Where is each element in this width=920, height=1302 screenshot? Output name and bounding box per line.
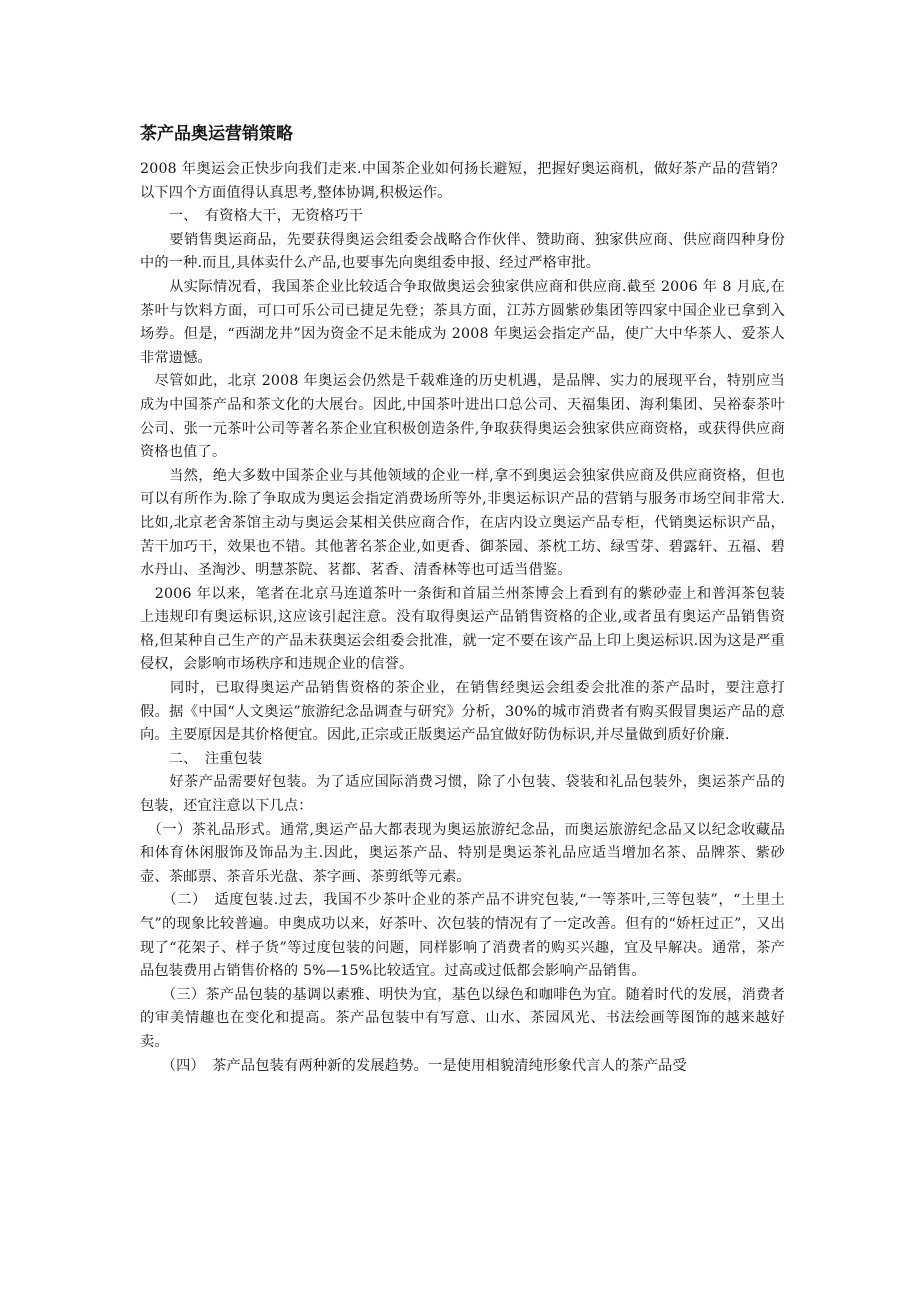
paragraph: （二） 适度包装.过去，我国不少茶叶企业的茶产品不讲究包装,“一等茶叶,三等包装”，“土里土气”的现象比较普遍。申奥成功以来，好茶叶、次包装的情况有了一定改善。但有的“娇枉过正”，又出现了“花架子、样子货”等过度包装的问题，同样影响了消费者的购买兴趣，宜及早解决。通常，茶产品包装费用占销售价格的 5%—15%比较适宜。过高或过低都会影响产品销售。 [140,892,785,980]
paragraph: 2006 年以来，笔者在北京马连道茶叶一条街和首届兰州茶博会上看到有的紫砂壶上和普洱茶包装上违规印有奥运标识,这应该引起注意。没有取得奥运产品销售资格的企业,或者虽有奥运产品销售资格,但某种自己生产的产品未获奥运会组委会批准，就一定不要在该产品上印上奥运标识.因为这是严重侵权，会影响市场秩序和违规企业的信誉。 [140,585,785,673]
section-heading: 二、 注重包装 [140,750,263,767]
document-title: 茶产品奥运营销策略 [140,124,293,144]
paragraph: 2008 年奥运会正快步向我们走来.中国茶企业如何扬长避短，把握好奥运商机，做好茶产品的营销？以下四个方面值得认真思考,整体协调,积极运作。 [140,161,785,201]
paragraph: 要销售奥运商品，先要获得奥运会组委会战略合作伙伴、赞助商、独家供应商、供应商四种身份中的一种.而且,具体卖什么产品,也要事先向奥组委申报、经过严格审批。 [140,231,785,272]
paragraph: 从实际情况看，我国茶企业比较适合争取做奥运会独家供应商和供应商.截至 2006 年 8 月底,在茶叶与饮料方面，可口可乐公司已捷足先登；茶具方面，江苏方圆紫砂集团等四家中国企业已拿到入场券。但是，“西湖龙井”因为资金不足未能成为 2008 年奥运会指定产品，使广大中华茶人、爱茶人非常遗憾。 [140,278,785,366]
paragraph: 当然，绝大多数中国茶企业与其他领域的企业一样,拿不到奥运会独家供应商及供应商资格，但也可以有所作为.除了争取成为奥运会指定消费场所等外,非奥运标识产品的营销与服务市场空间非常大.比如,北京老舍茶馆主动与奥运会某相关供应商合作，在店内设立奥运产品专柜，代销奥运标识产品，苦干加巧干，效果也不错。其他著名茶企业,如更香、御茶园、茶枕工坊、绿雪芽、碧露轩、五福、碧水丹山、圣淘沙、明慧茶院、茗都、茗香、清香林等也可适当借鉴。 [140,467,785,579]
paragraph: （一）茶礼品形式。通常,奥运产品大都表现为奥运旅游纪念品，而奥运旅游纪念品又以纪念收藏品和体育休闲服饰及饰品为主.因此，奥运茶产品、特别是奥运茶礼品应适当增加名茶、品牌茶、紫砂壶、茶邮票、茶音乐光盘、茶字画、茶剪纸等元素。 [140,821,785,885]
document-page [140,120,785,1078]
paragraph: 好茶产品需要好包装。为了适应国际消费习惯，除了小包装、袋装和礼品包装外，奥运茶产品的包装，还宜注意以下几点： [140,774,785,815]
paragraph: （四） 茶产品包装有两种新的发展趋势。一是使用相貌清纯形象代言人的茶产品受 [140,1057,687,1074]
paragraph: 同时，已取得奥运产品销售资格的茶企业，在销售经奥运会组委会批准的茶产品时，要注意打假。据《中国“人文奥运”旅游纪念品调查与研究》分析，30%的城市消费者有购买假冒奥运产品的意向。主要原因是其价格便宜。因此,正宗或正版奥运产品宜做好防伪标识,并尽量做到质好价廉. [140,680,785,744]
paragraph: 尽管如此，北京 2008 年奥运会仍然是千载难逢的历史机遇，是品牌、实力的展现平台，特别应当成为中国茶产品和茶文化的大展台。因此,中国茶叶进出口总公司、天福集团、海利集团、吴裕泰茶叶公司、张一元茶叶公司等著名茶企业宜积极创造条件,争取获得奥运会独家供应商资格，或获得供应商资格也值了。 [140,373,785,461]
section-heading: 一、 有资格大干，无资格巧干 [140,208,364,225]
paragraph: （三）茶产品包装的基调以素雅、明快为宜，基色以绿色和咖啡色为宜。随着时代的发展，消费者的审美情趣也在变化和提高。茶产品包装中有写意、山水、茶园风光、书法绘画等图饰的越来越好卖。 [140,986,785,1050]
